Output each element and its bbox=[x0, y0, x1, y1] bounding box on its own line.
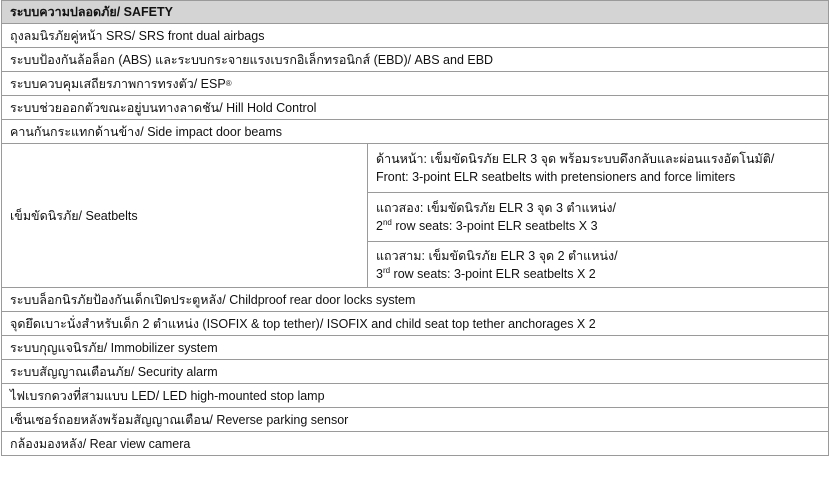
feature-stop-lamp: ไฟเบรกดวงที่สามแบบ LED/ LED high-mounted stop lamp bbox=[10, 388, 325, 403]
feature-rear-camera: กล้องมองหลัง/ Rear view camera bbox=[10, 436, 191, 451]
table-row bbox=[2, 359, 828, 383]
seatbelts-front bbox=[368, 144, 828, 192]
table-row bbox=[2, 95, 828, 119]
row-number: 2 bbox=[376, 219, 383, 233]
seatbelts-second-english bbox=[376, 217, 820, 235]
table-row bbox=[2, 119, 828, 143]
seatbelts-label: เข็มขัดนิรภัย/ Seatbelts bbox=[2, 144, 368, 287]
row-description: row seats: 3-point ELR seatbelts X 3 bbox=[391, 219, 598, 233]
seatbelts-second-thai: แถวสอง: เข็มขัดนิรภัย ELR 3 จุด 3 ตำแหน่ง/ bbox=[376, 201, 616, 215]
row-description: row seats: 3-point ELR seatbelts X 2 bbox=[390, 266, 596, 281]
table-row bbox=[2, 431, 828, 455]
table-row bbox=[2, 23, 828, 47]
section-title: ระบบความปลอดภัย/ SAFETY bbox=[2, 1, 828, 23]
feature-esp: ระบบควบคุมเสถียรภาพการทรงตัว/ ESP ® bbox=[2, 72, 828, 95]
feature-security-alarm: ระบบสัญญาณเตือนภัย/ Security alarm bbox=[10, 364, 218, 379]
row-number: 3 bbox=[376, 266, 383, 281]
seatbelts-details bbox=[368, 144, 828, 287]
seatbelts-third-english bbox=[376, 265, 820, 283]
table-row bbox=[2, 71, 828, 95]
table-header-row bbox=[2, 1, 828, 23]
seatbelts-front-english: Front: 3-point ELR seatbelts with pretensioners and force limiters bbox=[376, 170, 736, 184]
table-row bbox=[2, 383, 828, 407]
table-row bbox=[2, 407, 828, 431]
feature-abs-ebd: ระบบป้องกันล้อล็อก (ABS) และระบบกระจายแรงเบรกอิเล็กทรอนิกส์ (EBD)/ ABS and EBD bbox=[10, 52, 494, 67]
seatbelts-second-row bbox=[368, 192, 828, 241]
feature-hill-hold: ระบบช่วยออกตัวขณะอยู่บนทางลาดชัน/ Hill Hold Control bbox=[10, 100, 317, 115]
table-row bbox=[2, 335, 828, 359]
table-row bbox=[2, 47, 828, 71]
seatbelts-third-row bbox=[368, 241, 828, 287]
seatbelts-third-thai: แถวสาม: เข็มขัดนิรภัย ELR 3 จุด 2 ตำแหน่ง/ bbox=[376, 248, 618, 263]
feature-immobilizer: ระบบกุญแจนิรภัย/ Immobilizer system bbox=[10, 340, 218, 355]
feature-esp-text: ระบบควบคุมเสถียรภาพการทรงตัว/ ESP bbox=[10, 76, 226, 91]
table-row bbox=[2, 287, 828, 311]
safety-spec-table bbox=[1, 0, 829, 456]
feature-airbags: ถุงลมนิรภัยคู่หน้า SRS/ SRS front dual airbags bbox=[10, 28, 265, 43]
feature-isofix: จุดยึดเบาะนั่งสำหรับเด็ก 2 ตำแหน่ง (ISOFIX & top tether)/ ISOFIX and child seat top tether anchorages X 2 bbox=[10, 316, 596, 331]
feature-door-beams: คานกันกระแทกด้านข้าง/ Side impact door beams bbox=[10, 124, 282, 139]
feature-child-locks: ระบบล็อกนิรภัยป้องกันเด็กเปิดประตูหลัง/ Childproof rear door locks system bbox=[10, 292, 416, 307]
ordinal-suffix: nd bbox=[382, 217, 392, 227]
table-row bbox=[2, 311, 828, 335]
feature-parking-sensor: เซ็นเซอร์ถอยหลังพร้อมสัญญาณเตือน/ Reverse parking sensor bbox=[10, 412, 349, 427]
seatbelts-front-thai: ด้านหน้า: เข็มขัดนิรภัย ELR 3 จุด พร้อมระบบดึงกลับและผ่อนแรงอัตโนมัติ/ bbox=[376, 152, 775, 166]
table-row-seatbelts bbox=[2, 143, 828, 287]
ordinal-suffix: rd bbox=[382, 265, 391, 275]
